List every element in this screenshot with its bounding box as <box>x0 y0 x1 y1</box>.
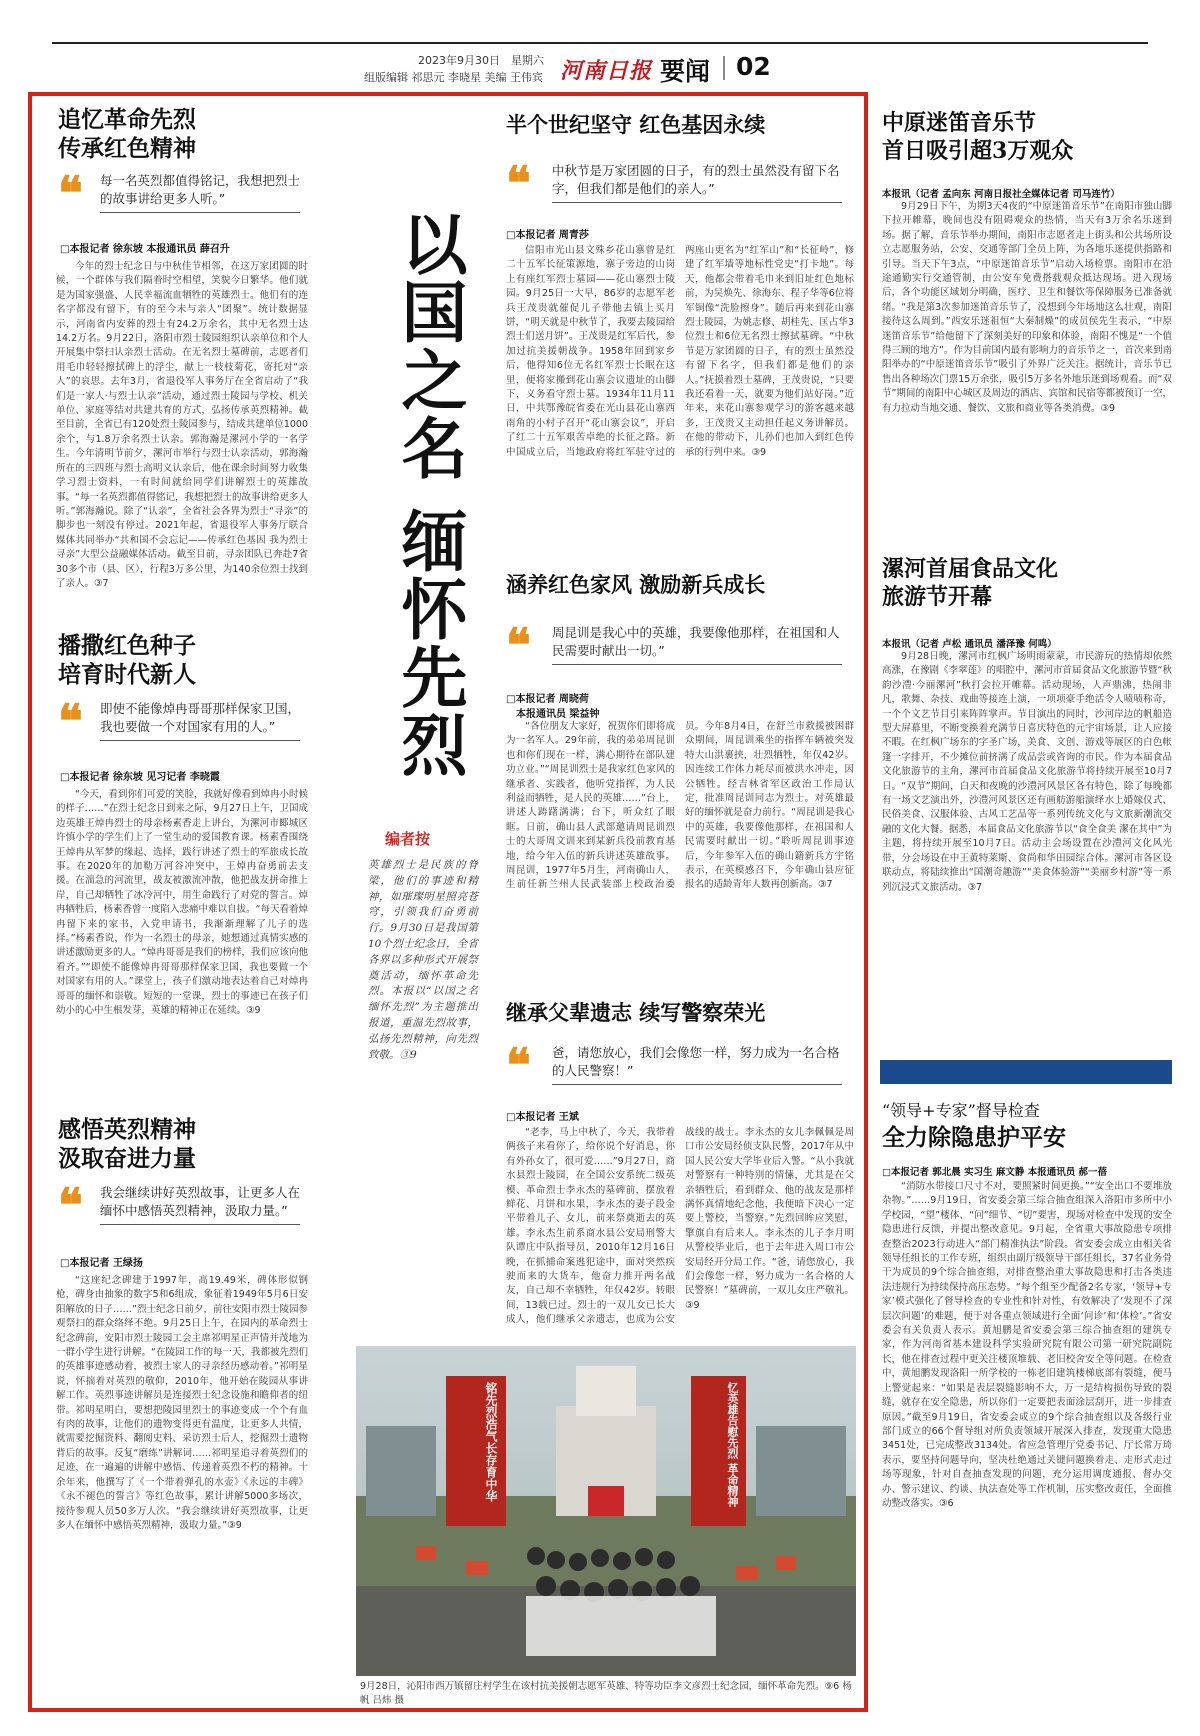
topic-banner[interactable] <box>880 1060 1172 1084</box>
masthead-rule <box>52 42 1148 44</box>
article-title-4[interactable]: 半个世纪坚守 红色基因永续 <box>506 112 766 137</box>
right-title-2[interactable]: 漯河首届食品文化 旅游节开幕 <box>882 556 1059 610</box>
feature-main-title: 以国之名 缅怀先烈 <box>390 210 468 779</box>
editor-staff: 组版编辑 祁思元 李晓星 美编 王伟宾 <box>364 71 543 84</box>
page-number: 02 <box>736 52 771 81</box>
byline-3: □本报记者 王绿扬 <box>60 1258 143 1269</box>
quote-mark-icon: ❝ <box>506 1038 531 1092</box>
right-byline-3: □本报记者 郭北晨 实习生 麻文静 本报通讯员 郝一蓓 <box>882 1167 1108 1178</box>
byline-2: □本报记者 徐东坡 见习记者 李晓霞 <box>60 772 220 783</box>
section-divider <box>723 56 725 80</box>
right-title-1[interactable]: 中原迷笛音乐节 首日吸引超3万观众 <box>882 110 1074 164</box>
editor-note-title: 编者按 <box>385 830 431 848</box>
article-title-6[interactable]: 继承父辈遗志 续写警察荣光 <box>506 1000 766 1025</box>
right-body-1: 9月29日下午，为期3天4夜的“中原迷笛音乐节”在南阳市独山脚下拉开帷幕，晚间也没有阻碍观众的热情，当天有3万余名乐迷到场。据了解，音乐节举办期间，南阳市志愿者走上街头和公共场所设立志愿服务站，公安、交通等部门全员上阵，为各地乐迷提供指路和引导。当天下午3点，“中原迷笛音乐节”启动入场检票。南阳市在沿途通勤实行交通管制，由公安车免费搭载观众抵达现场。进入现场后，各个功能区域划分明确，医疗、卫生和餐饮等保障服务已准备就绪。“我是第3次参加迷笛音乐节了，没想到今年场地这么壮观，南阳接待这么周到。”西安乐迷祖恒“大秦制燥”的成员侯先生表示，“中原迷笛音乐节”给他留下了深刻美好的印象和体验，南阳不愧是“一个值得三顾的地方”。作为目前国内最有影响力的音乐节之一，首次来到南阳举办的“中原迷笛音乐节”吸引了外界广泛关注。据统计，音乐节已售出各种场次门票15万余张，吸引5万多名外地乐迷到场观看。而“双节”期间的南阳中心城区及周边的酒店、宾馆和民宿等都被预订一空，有力拉动当地交通、餐饮、文旅和商业等各类消费。③9 <box>882 201 1172 414</box>
article-body-1: 今年的烈士纪念日与中秋佳节相邻，在这万家团圆的时候，一个群体与我们隔着时空相望，笑貌今日繁华。他们就是为国家强盛、人民幸福流血牺牲的英雄烈士。他们有的连名字都没有留下，有的至今未与亲人“团聚”。统计数据显示，河南省内安葬的烈士有24.2万余名，其中无名烈士达14.2万名。9月22日，洛阳市烈士陵园组织认亲单位和个人开展集中祭扫认亲烈士活动。在无名烈士墓碑前，志愿者们用毛巾轻轻擦拭碑上的浮尘，献上一枝枝菊花，寄托对“亲人”的哀思。去年3月，省退役军人事务厅在全省启动了“我们是一家人·与烈士认亲”活动，通过烈士陵园与学校、机关单位、家庭等结对共建共育的方式，弘扬传承英烈精神。截至目前，全省已有120处烈士陵园参与，结成共建单位1000余个，与1.8万余名烈士认亲。郭海瀚是漯河小学的一名学生。今年清明节前夕，漯河市举行与烈士认亲活动，郭海瀚所在的三四班与烈士高明义认亲后，他在课余时间努力收集学习烈士资料，一有时间就给同学们讲解烈士的英雄故事。“每一名英烈都值得铭记，我想把烈士的故事讲给更多人听。”郭海瀚说。除了“认亲”，全省社会各界为烈士“寻亲”的脚步也一刻没有停过。2021年起，省退役军人事务厅联合媒体共同举办“共和国不会忘记——传承红色基因 我为烈士寻亲”大型公益融媒体活动。截至目前，寻亲团队已奔赴7省30多个市（县、区），行程3万多公里，为140余位烈士找到了亲人。③7 <box>56 261 308 589</box>
byline-6: □本报记者 王斌 <box>506 1112 579 1123</box>
quote-mark-icon: ❝ <box>58 166 83 220</box>
photo-caption: 9月28日，沁阳市西万镇留庄村学生在该村抗美援朝志愿军英雄、特等功臣李文彦烈士纪念园，缅怀革命先烈。⑨6 杨帆 吕炜 摄 <box>360 1681 852 1706</box>
right-byline-1: 本报讯（记者 孟向东 河南日报社全媒体记者 司马连竹） <box>882 189 1120 200</box>
pull-quote-5: 周昆训是我心中的英雄，我要像他那样，在祖国和人民需要时献出一切。” <box>552 624 842 665</box>
article-body-4: 信阳市光山县文殊乡花山寨曾是红二十五军长征策源地，寨子旁边的山岗上有座红军烈士墓园——花山寨烈士陵园。9月25日一大早，86岁的志愿军老兵王茂贵就催促儿子带他去镇上买月饼，“明天就是中秋节了，我要去陵园给烈士们送月饼”。王茂贵是红军后代，参加过抗美援朝战争。1958年回到家乡后，他得知6位无名红军烈士长眠在这里，便将家搬到花山寨会议遗址的山脚下，义务看守烈士墓。1934年11月11日，中共鄂豫皖省委在光山县花山寨西南角的小村子召开“花山寨会议”，开启了红二十五军艰苦卓绝的长征之路。新中国成立后，当地政府将红军驻守过的两座山更名为“红军山”和“长征岭”，修建了红军墙等地标性党史“打卡地”。每天，他都会带着毛巾来到旧址红色地标前，为吴焕先、徐海东、程子华等6位将军铜像“洗脸擦身”。随后再来到花山寨烈士陵园，为姚志修、胡桂先、匡占华3位烈士和6位无名烈士擦拭墓碑。“中秋节是万家团圆的日子，有的烈士虽然没有留下名字，但我们都是他们的亲人。”抚摸着烈士墓碑，王茂贵说，“只要我还看着一天，就要为他们站好岗。”近年来，来花山寨参观学习的游客越来越多，王茂贵又主动担任起义务讲解员。在他的带动下，儿孙们也加入到红色传承的行列中来。③9 <box>506 245 854 458</box>
pull-quote-3: 我会继续讲好英烈故事，让更多人在缅怀中感悟英烈精神，汲取力量。” <box>100 1184 300 1225</box>
right-body-3: “消防水带接口尺寸不对，要照紧时间更换。”“安全出口不要堆放杂物。”……9月19日，省安委会第三综合抽查组深入洛阳市多所中小学校园，“望”楼体、“问”细节、“切”要害，现场对检查中发现的安全隐患进行反馈，并提出整改意见。9月起，全省重大事故隐患专项排查整治2023行动进入“部门精准执法”阶段。省安委会成立由相关省领导任组长的工作专班，组织由副厅级领导干部任组长，37名业务骨干为成员的9个综合抽查组，对排查整治重大事故隐患和打击各类违法违规行为持续保持高压态势。“每个组至少配备2名专家，‘领导+专家’模式强化了督导检查的专业性和针对性，有效解决了‘发现不了深层次问题’的难题，便于对各重点领域进行全面‘问诊’和‘体检’。”省安委会有关负责人表示。黄旭鹏是省安委会第三综合抽查组的建筑专家，作为河南省基本建设科学实验研究院有限公司第一研究院副院长，他在排查过程中更关注楼顶堆载、老旧校舍安全等问题。在检查中，黄旭鹏发现洛阳一所学校的一栋老旧建筑楼梯底部有裂缝，便马上警觉起来：“如果是表层裂缝影响不大，万一是结构损伤导致的裂缝，就存在安全隐患，所以你们一定要把表面涂层刮开，进一步排查原因。”截至9月19日，省安委会成立的9个综合抽查组以及各级行业部门成立的66个督导组对所负责领域开展深入排查，发现重大隐患3451处，已完成整改3134处。省应急管理厅党委书记、厅长常万琦表示，要坚持问题导向，坚决杜绝通过关键问题换着走、走形式走过场等现象，针对自查抽查发现的问题，充分运用调度通报、督办交办、警示建议、约谈、执法查处等工作机制，压实整改责任，全面推动整改落实。③6 <box>882 1181 1172 1509</box>
photo-banner-right-text: 忆英雄告慰先烈 革命精神 <box>726 1382 739 1507</box>
memorial-photo[interactable] <box>356 1346 856 1676</box>
pull-quote-4: 中秋节是万家团圆的日子，有的烈士虽然没有留下名字，但我们都是他们的亲人。” <box>552 162 842 203</box>
section-title: 要闻 <box>660 57 711 86</box>
pull-quote-2: 即使不能像焯冉哥哥那样保家卫国，我也要做一个对国家有用的人。” <box>100 700 300 741</box>
photo-illustration <box>356 1346 856 1676</box>
pull-quote-6: 爸，请您放心，我们会像您一样，努力成为一名合格的人民警察！” <box>552 1044 842 1085</box>
article-body-5: “各位朋友大家好，祝贺你们即将成为一名军人。29年前，我的弟弟周昆训也和你们现在一样，满心期待在部队建功立业。”“周昆训烈士是我家红色家风的继承者、实践者，他听党指挥，为人民利益而牺牲，是人民的英雄……”台上，讲述人踌躇满满；台下，听众红了眼眶。日前，确山县人武部邀请周昆训烈士的大哥周文训来到某新兵役前教育基地，给今年入伍的新兵讲述英雄故事。周昆训，1977年5月生，河南确山人，生前任新兰州人民武装部上校政治委员。今年8月4日，在舒兰市救援被困群众期间，周昆训乘坐的指挥车辆被突发特大山洪裹挟，壮烈牺牲，年仅42岁。因连续工作体力耗尽而被洪水冲走，因公牺牲。经吉林省军区政治工作局认定，批准周昆训同志为烈士。对英雄最好的缅怀就是奋力前行。“周昆训是我心中的英雄，我要像他那样，在祖国和人民需要时献出一切。”聆听周昆训事迹后，今年参军入伍的确山籍新兵方宇铭表示，在英模感召下，今年确山县应征报名的适龄青年人数再创新高。③7 <box>506 721 854 891</box>
article-body-2: “今天，看到你们可爱的笑脸，我就好像看到焯冉小时候的样子……”在烈士纪念日到来之际，9月27日上午，卫国成边英雄王焯冉烈士的母亲杨素香走上讲台，为漯河市郾城区许慎小学的学生们上了一堂生动的爱国教育课。杨素香围绕王焯冉从军梦的缘起、选择，践行讲述了烈士的军旅成长故事。在2020年的加勒万河谷冲突中，王焯冉奋勇前去支援。在湍急的河流里，战友被激流冲散，他把战友拼命推上岸，自己却牺牲了冰冷河中，用生命践行了对党的誓言。焯冉牺牲后，杨素香曾一度陷入悲痛中难以自拔。“每天看着焯冉留下来的家书，入党申请书，我渐渐理解了儿子的选择。”杨素香说，作为一名烈士的母亲，她想通过真情实感的讲述激励更多的人。“焯冉哥哥是我们的榜样，我们应该向他看齐。”“即使不能像焯冉哥哥那样保家卫国，我也要做一个对国家有用的人。”课堂上，孩子们激动地表达着自己对焯冉哥哥的缅怀和崇敬。短短的一堂课，烈士的事迹已在孩子们幼小的心中生根发芽，英雄的精神正在延续。③9 <box>56 789 308 1017</box>
byline-5: □本报记者 周晓荷 本报通讯员 梁益钟 <box>506 694 600 720</box>
pull-quote-1: 每一名英烈都值得铭记，我想把烈士的故事讲给更多人听。” <box>100 172 300 213</box>
article-title-5[interactable]: 涵养红色家风 激励新兵成长 <box>506 572 766 597</box>
byline-4: □本报记者 周青莎 <box>506 230 589 241</box>
photo-banner-left-text: 铭先烈浩气长存育中华 <box>484 1382 498 1502</box>
quote-mark-icon: ❝ <box>506 156 531 210</box>
quote-mark-icon: ❝ <box>58 694 83 748</box>
newspaper-logo: 河南日报 <box>560 58 653 84</box>
article-title-2[interactable]: 播撒红色种子 培育时代新人 <box>58 632 196 688</box>
right-byline-2: 本报讯（记者 卢松 通讯员 潘泽豫 何鸣） <box>882 639 1057 650</box>
article-title-1[interactable]: 追忆革命先烈 传承红色精神 <box>58 106 196 162</box>
right-title-3[interactable]: 全力除隐患护平安 <box>882 1124 1066 1151</box>
right-body-2: 9月28日晚，漯河市红枫广场明雨蒙蒙，市民游玩的热情却依然高涨，在豫剧《李翠莲》的唱腔中，漯河市首届食品文化旅游节暨“秋韵沙澧·今丽漯河”秋打会拉开帷幕。活动现场，人声鼎沸，热闹非凡，歌舞、杂技、戏曲等接连上演，一项项豪手绝活令人啧啧称奇，一个个文艺节目引来阵阵掌声。节目演出的同时，沙河岸边的帆船造型大屏幕里，不断变换着充满节日喜庆特色的元宇宙场景，让人应接不暇。在红枫广场东的字圣广场，美食、文创、游戏等展区的白色帐篷一字排开，不少摊位前挤满了成品尝或咨询的市民。作为本届食品文化旅游节的主角，漯河市首届食品文化旅游节将持续开展至10月7日。“双节”期间，白天和夜晚的沙澧河风景区各有特色，除了每晚都有一场文艺演出外，沙澧河风景区还有画舫游船演绎水上婚嫁仪式、民俗美食、汉服体验、古风工艺品等一系列传统文化与文旅新潮流交融的文化大餐。据悉，本届食品文化旅游节以“食全食美 潔在其中”为主题，将持续开展至10月7日。活动主会场设置在沙澧河文化风光带，分会场设在中王黄特莱斯、食尚和华田园综合体。漯河市各区设联动点，将陆续推出“国潮奇趣游”“美食体验游”“美丽乡村游”等一系列沉浸式文旅活动。③7 <box>882 651 1172 893</box>
editor-note-body: 英雄烈士是民族的脊梁，他们的事迹和精神，如璀璨明星照亮苍穹，引领我们奋勇前行。9月30日是我国第10个烈士纪念日，全省各界以多种形式开展祭奠活动，缅怀革命先烈。本报以“以国之名 缅怀先烈”为主题推出报道，重温先烈故事，弘扬先烈精神，向先烈致敬。③9 <box>368 859 478 1061</box>
article-body-3: “这座纪念碑建于1997年，高19.49米，碑体形似钢枪，碑身由抽象的数字5和6组成，象征着1949年5月6日安阳解放的日子……”烈士纪念日前夕，前往安阳市烈士陵园参观祭扫的群众络绎不绝。9月25日上午，在园内的革命烈士纪念碑前，安阳市烈士陵园工会主席祁明星正声情并茂地为一群小学生进行讲解。“在陵园工作的每一天，我都被先烈们的英雄事迹感动着，被烈士家人的寻亲经历感动着。”祁明星说，怀揣着对英烈的敬仰，2010年，他开始在陵园从事讲解工作。英烈事迹讲解员是连接烈士纪念设施和瞻仰者的纽带。祁明星明白，要想把陵园里烈士的事迹变成一个个有血有肉的故事，让他们的遗物变得更有温度，让更多人共情，就需要挖掘资料、翻阅史料、采访烈士后人，挖掘烈士遗物背后的故事。反复“磨练”讲解词……祁明星追寻着英烈们的足迹，在一遍遍的讲解中感悟、传递着英烈不朽的精神。十余年来，他撰写了《一个带着弹孔的水壶》《永远的丰碑》《永不褪色的誓言》等红色故事，累计讲解5000多场次，接待参观人员50多万人次。“我会继续讲好英烈故事，让更多人在缅怀中感悟英烈精神，汲取力量。”③9 <box>56 1275 308 1531</box>
article-body-6: “老李，马上中秋了，今天，我带着俩孩子来看你了，给你说个好消息，你有外孙女了，很可爱……”9月27日，商水县烈士陵园，在全国公安系统二级英模、革命烈士李永杰的墓碑前，摆放着鲜花、月饼和水果，李永杰的妻子段金平带着儿子、女儿，前来祭奠逝去的英雄。李永杰生前系商水县公安局刑警大队谭庄中队指导员，2010年12月16日晚，在抓捕命案逃犯途中，面对突然疾驶而来的大货车，他奋力推开两名战友，自己却不幸牺牲，年仅42岁。转眼间，13载已过。烈士的一双儿女已长大成人，他们继承父亲遗志，也成为公安战线的战士。李永杰的女儿李佩佩是周口市公安局经侦支队民警，2017年从中国人民公安大学毕业后入警。“从小我就对警察有一种特别的情愫，尤其是在父亲牺牲后，看到群众、他的战友是那样满怀真情地纪念他，我便暗下决心一定要上警校，当警察。”先烈回眸应笑慰，擎旗自有后来人。李永杰的儿子李月明从警校毕业后，也于去年进入周口市公安局经开分局工作。“爸，请您放心，我们会像您一样，努力成为一名合格的人民警察！”墓碑前，一双儿女庄严敬礼。③9 <box>506 1127 854 1326</box>
right-kicker-3: “领导+专家”督导检查 <box>882 1101 1040 1120</box>
article-title-3[interactable]: 感悟英烈精神 汲取奋进力量 <box>58 1116 196 1172</box>
quote-mark-icon: ❝ <box>506 618 531 672</box>
quote-mark-icon: ❝ <box>58 1178 83 1232</box>
byline-1: □本报记者 徐东坡 本报通讯员 薛召升 <box>60 244 230 255</box>
issue-date: 2023年9月30日 星期六 <box>418 54 544 67</box>
